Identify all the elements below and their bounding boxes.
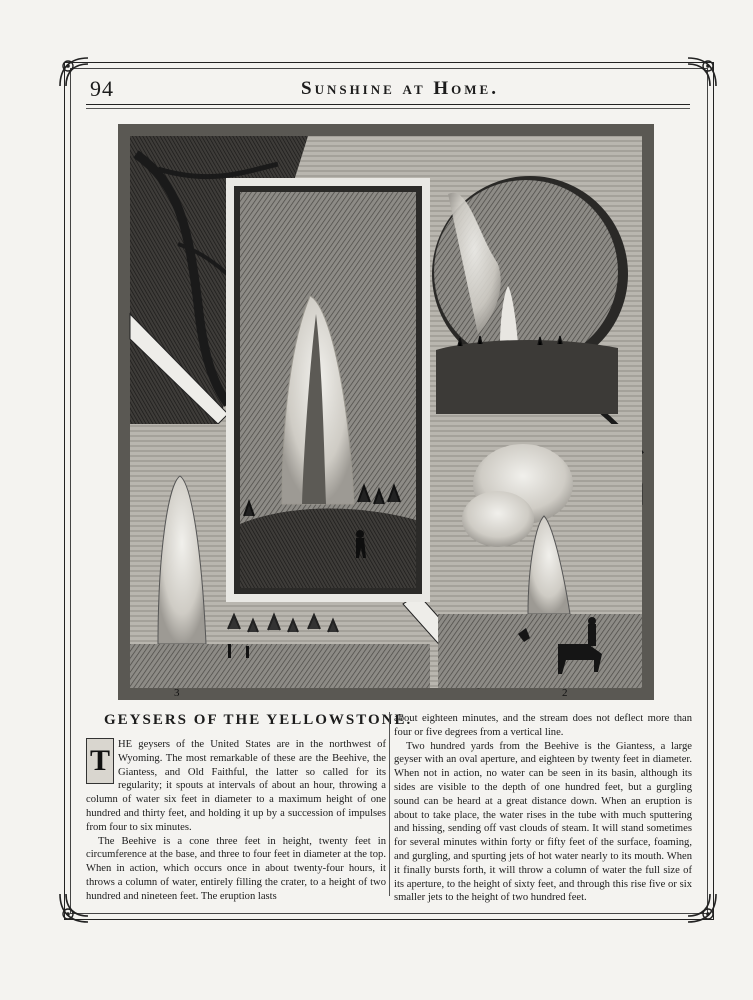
paragraph-eruption-continued: about eighteen minutes, and the stream does not deflect more than four or five degrees from a vertical line. [394, 713, 692, 738]
article-left-column [86, 738, 386, 904]
geyser-engraving-illustration [118, 124, 654, 700]
plate-number-2: 2 [562, 687, 568, 699]
ornament-corner-top-left [56, 54, 92, 90]
article-title: GEYSERS OF THE YELLOWSTONE. [104, 712, 413, 728]
drop-cap-initial: T [86, 738, 114, 784]
ornament-corner-top-right [684, 54, 720, 90]
article-right-column [394, 712, 692, 905]
header-rule [86, 104, 690, 105]
header-rule-thin [86, 108, 690, 109]
column-divider [389, 712, 390, 896]
paragraph-beehive: The Beehive is a cone three feet in height, twenty feet in circumference at the base, and three to four feet in diameter at the top. When in action, which occurs once in about twenty-four hours, it throws a column of water, entirely filling the crater, to a height of two hundred and nineteen feet. The eruption lasts [86, 835, 386, 902]
running-title: Sunshine at Home. [301, 78, 499, 99]
paragraph-giantess: Two hundred yards from the Beehive is the Giantess, a large geyser with an oval aperture, and eighteen by twenty feet in diameter. When not in action, no water can be seen in its basin, although its sides are visible to the depth of one hundred feet, but a gurgling sound can be heard at a great distance down. When an eruption is about to take place, the water rises in the tube with much sputtering and hissing, sending off vast clouds of steam. It will stand sometimes for several minutes within forty or fifty feet of the surface, foaming, and gurgling, and spurting jets of hot water nearly to its mouth. When it finally bursts forth, it will throw a column of water the full size of its aperture, to the height of sixty feet, and through this rise five or six smaller jets to the height of two hundred feet. [394, 740, 692, 904]
page-number: 94 [90, 76, 114, 101]
plate-number-3: 3 [174, 687, 180, 699]
paragraph-intro: HE geysers of the United States are in the northwest of Wyoming. The most remarkable of these are the Beehive, the Giantess, and Old Faithful, the latter so called for its regularity; it spouts at intervals of about an hour, throwing a column of water six feet in diameter to a maximum height of one hundred and thirty feet, and holding it up by a succession of impulses from four to six minutes. [86, 739, 386, 833]
